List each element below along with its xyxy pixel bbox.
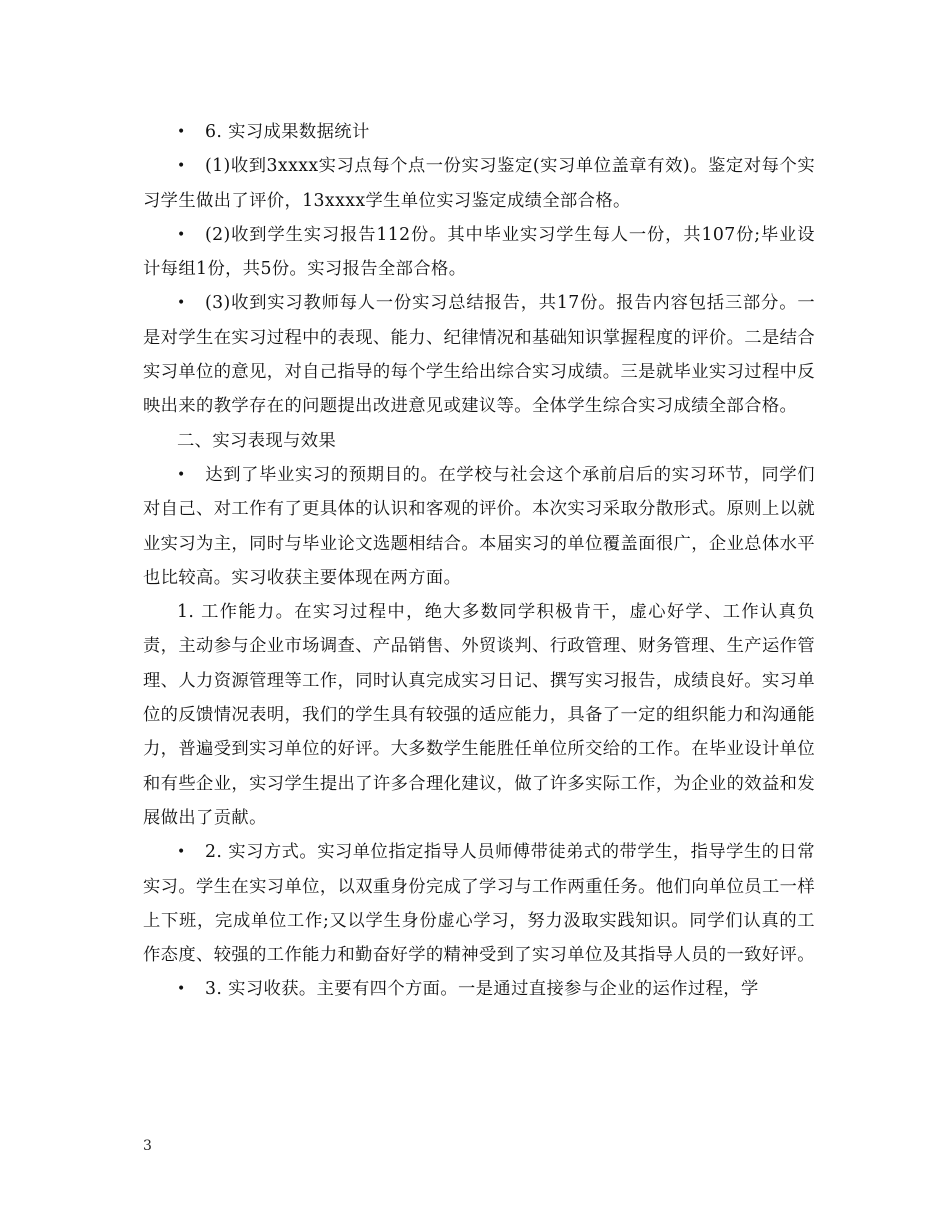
bullet-icon: • — [177, 226, 186, 243]
paragraph-text: 6. 实习成果数据统计 — [205, 122, 370, 142]
bullet-icon: • — [177, 158, 186, 175]
paragraph-4 — [143, 286, 815, 423]
bullet-icon: • — [177, 981, 186, 998]
page-number: 3 — [143, 1138, 152, 1154]
paragraph-text: 3. 实习收获。主要有四个方面。一是通过直接参与企业的运作过程，学 — [205, 979, 759, 1000]
paragraph-text: (1)收到3xxxx实习点每个点一份实习鉴定(实习单位盖章有效)。鉴定对每个实习学生做出了评价，13xxxx学生单位实习鉴定成绩全部合格。 — [143, 156, 815, 211]
paragraph-3 — [143, 218, 815, 287]
paragraph-text: (2)收到学生实习报告112份。其中毕业实习学生每人一份，共107份;毕业设计每组1份，共5份。实习报告全部合格。 — [143, 224, 815, 280]
paragraph-text: 达到了毕业实习的预期目的。在学校与社会这个承前启后的实习环节，同学们对自己、对工作有了更具体的认识和客观的评价。本次实习采取分散形式。原则上以就业实习为主，同时与毕业论文选题相结合。本届实习的单位覆盖面很广，企业总体水平也比较高。实习收获主要体现在两方面。 — [143, 464, 815, 588]
paragraph-6 — [143, 458, 815, 595]
paragraph-text: (3)收到实习教师每人一份实习总结报告，共17份。报告内容包括三部分。一是对学生在实习过程中的表现、能力、纪律情况和基础知识掌握程度的评价。二是结合实习单位的意见，对自己指导的每个学生给出综合实习成绩。三是就毕业实习过程中反映出来的教学存在的问题提出改进意见或建议等。全体学生综合实习成绩全部合格。 — [143, 293, 815, 417]
bullet-icon: • — [177, 844, 186, 861]
bullet-icon: • — [177, 295, 186, 312]
paragraph-text: 1. 工作能力。在实习过程中，绝大多数同学积极肯干，虚心好学、工作认真负责，主动参与企业市场调查、产品销售、外贸谈判、行政管理、财务管理、生产运作管理、人力资源管理等工作，同时认真完成实习日记、撰写实习报告，成绩良好。实习单位的反馈情况表明，我们的学生具有较强的适应能力，具备了一定的组织能力和沟通能力，普遍受到实习单位的好评。大多数学生能胜任单位所交给的工作。在毕业设计单位和有些企业，实习学生提出了许多合理化建议，做了许多实际工作，为企业的效益和发展做出了贡献。 — [143, 602, 815, 828]
section-heading-text: 二、实习表现与效果 — [177, 430, 337, 451]
document-body — [143, 115, 815, 1007]
section-heading — [143, 424, 815, 458]
paragraph-2 — [143, 149, 815, 218]
paragraph-text: 2. 实习方式。实习单位指定指导人员师傅带徒弟式的带学生，指导学生的日常实习。学生在实习单位，以双重身份完成了学习与工作两重任务。他们向单位员工一样上下班，完成单位工作;又以学生身份虚心学习，努力汲取实践知识。同学们认真的工作态度、较强的工作能力和勤奋好学的精神受到了实习单位及其指导人员的一致好评。 — [143, 842, 815, 966]
paragraph-7 — [143, 595, 815, 835]
paragraph-9 — [143, 972, 815, 1006]
paragraph-8 — [143, 835, 815, 972]
paragraph-1 — [143, 115, 815, 149]
bullet-icon: • — [177, 466, 186, 483]
bullet-icon: • — [177, 124, 186, 140]
